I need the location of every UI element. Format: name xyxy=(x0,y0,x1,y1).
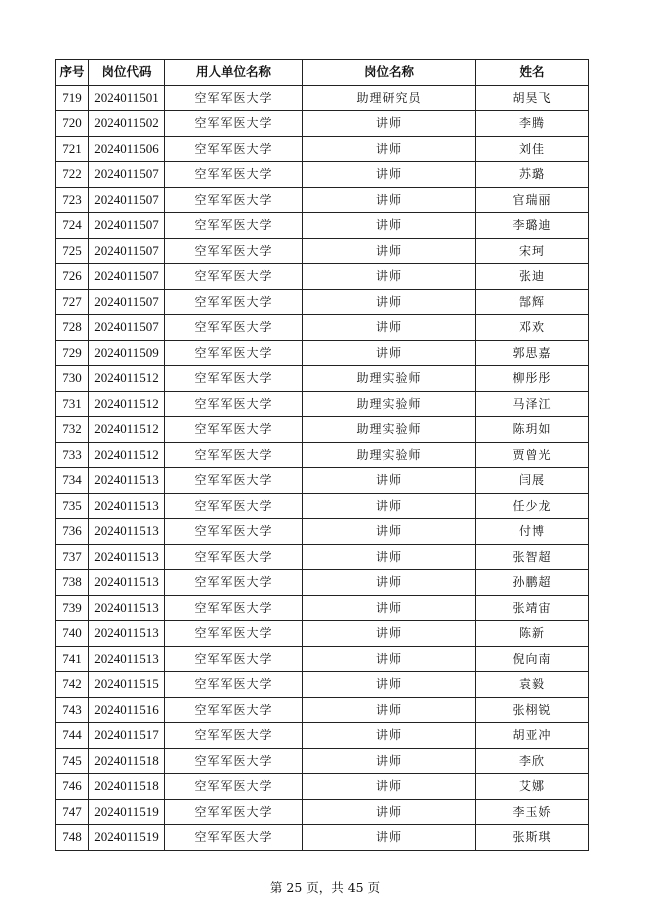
cell-post-name: 讲师 xyxy=(303,723,476,749)
cell-post-code: 2024011513 xyxy=(89,621,165,647)
table-row xyxy=(56,672,589,698)
cell-post-code: 2024011507 xyxy=(89,162,165,188)
cell-seq: 747 xyxy=(56,799,89,825)
cell-seq: 742 xyxy=(56,672,89,698)
cell-post-name: 讲师 xyxy=(303,162,476,188)
cell-employer: 空军军医大学 xyxy=(165,442,303,468)
cell-post-name: 讲师 xyxy=(303,238,476,264)
cell-post-code: 2024011513 xyxy=(89,544,165,570)
cell-seq: 727 xyxy=(56,289,89,315)
cell-seq: 729 xyxy=(56,340,89,366)
table-row xyxy=(56,238,589,264)
table-row xyxy=(56,340,589,366)
cell-person-name: 张栩锐 xyxy=(476,697,589,723)
table-row xyxy=(56,417,589,443)
cell-seq: 732 xyxy=(56,417,89,443)
cell-seq: 746 xyxy=(56,774,89,800)
table-header-row xyxy=(56,60,589,86)
cell-employer: 空军军医大学 xyxy=(165,213,303,239)
cell-person-name: 马泽江 xyxy=(476,391,589,417)
cell-employer: 空军军医大学 xyxy=(165,162,303,188)
cell-post-name: 讲师 xyxy=(303,136,476,162)
table-row xyxy=(56,595,589,621)
cell-seq: 725 xyxy=(56,238,89,264)
cell-post-code: 2024011507 xyxy=(89,264,165,290)
table-row xyxy=(56,111,589,137)
cell-post-name: 讲师 xyxy=(303,672,476,698)
cell-post-code: 2024011512 xyxy=(89,391,165,417)
cell-seq: 744 xyxy=(56,723,89,749)
cell-post-name: 讲师 xyxy=(303,748,476,774)
cell-post-name: 讲师 xyxy=(303,289,476,315)
table-row xyxy=(56,544,589,570)
cell-seq: 734 xyxy=(56,468,89,494)
cell-post-code: 2024011507 xyxy=(89,213,165,239)
cell-seq: 743 xyxy=(56,697,89,723)
cell-employer: 空军军医大学 xyxy=(165,774,303,800)
cell-employer: 空军军医大学 xyxy=(165,85,303,111)
table-row xyxy=(56,366,589,392)
table-row xyxy=(56,493,589,519)
table-row xyxy=(56,697,589,723)
table-row xyxy=(56,442,589,468)
page-footer: 第 25 页，共 45 页 xyxy=(269,880,381,895)
cell-person-name: 胡昊飞 xyxy=(476,85,589,111)
table-row xyxy=(56,825,589,851)
cell-post-code: 2024011513 xyxy=(89,493,165,519)
header-person-name: 姓名 xyxy=(476,60,589,86)
header-seq: 序号 xyxy=(56,60,89,86)
cell-seq: 724 xyxy=(56,213,89,239)
cell-employer: 空军军医大学 xyxy=(165,289,303,315)
header-post-code: 岗位代码 xyxy=(89,60,165,86)
cell-post-name: 讲师 xyxy=(303,468,476,494)
cell-seq: 737 xyxy=(56,544,89,570)
cell-person-name: 张智超 xyxy=(476,544,589,570)
cell-post-name: 讲师 xyxy=(303,621,476,647)
cell-employer: 空军军医大学 xyxy=(165,519,303,545)
cell-seq: 736 xyxy=(56,519,89,545)
table-row xyxy=(56,162,589,188)
cell-seq: 726 xyxy=(56,264,89,290)
cell-person-name: 刘佳 xyxy=(476,136,589,162)
cell-seq: 728 xyxy=(56,315,89,341)
cell-employer: 空军军医大学 xyxy=(165,799,303,825)
cell-seq: 719 xyxy=(56,85,89,111)
cell-post-name: 讲师 xyxy=(303,595,476,621)
table-row xyxy=(56,391,589,417)
cell-post-code: 2024011515 xyxy=(89,672,165,698)
cell-person-name: 张斯琪 xyxy=(476,825,589,851)
cell-person-name: 付博 xyxy=(476,519,589,545)
cell-seq: 745 xyxy=(56,748,89,774)
cell-post-name: 讲师 xyxy=(303,774,476,800)
cell-seq: 721 xyxy=(56,136,89,162)
cell-employer: 空军军医大学 xyxy=(165,825,303,851)
cell-employer: 空军军医大学 xyxy=(165,468,303,494)
cell-person-name: 袁毅 xyxy=(476,672,589,698)
cell-post-name: 讲师 xyxy=(303,340,476,366)
cell-post-code: 2024011517 xyxy=(89,723,165,749)
cell-person-name: 李腾 xyxy=(476,111,589,137)
cell-post-name: 讲师 xyxy=(303,187,476,213)
cell-seq: 735 xyxy=(56,493,89,519)
cell-person-name: 张迪 xyxy=(476,264,589,290)
cell-post-code: 2024011507 xyxy=(89,315,165,341)
cell-person-name: 李玉娇 xyxy=(476,799,589,825)
cell-seq: 738 xyxy=(56,570,89,596)
cell-employer: 空军军医大学 xyxy=(165,340,303,366)
table-row xyxy=(56,213,589,239)
cell-post-name: 助理实验师 xyxy=(303,366,476,392)
cell-post-code: 2024011506 xyxy=(89,136,165,162)
cell-post-name: 助理实验师 xyxy=(303,417,476,443)
cell-post-name: 助理实验师 xyxy=(303,442,476,468)
cell-post-code: 2024011518 xyxy=(89,748,165,774)
cell-person-name: 艾娜 xyxy=(476,774,589,800)
table-row xyxy=(56,570,589,596)
cell-post-code: 2024011518 xyxy=(89,774,165,800)
cell-employer: 空军军医大学 xyxy=(165,187,303,213)
cell-person-name: 贾曾光 xyxy=(476,442,589,468)
table-row xyxy=(56,723,589,749)
cell-post-code: 2024011513 xyxy=(89,595,165,621)
cell-seq: 748 xyxy=(56,825,89,851)
cell-employer: 空军军医大学 xyxy=(165,111,303,137)
cell-post-code: 2024011513 xyxy=(89,519,165,545)
cell-post-code: 2024011507 xyxy=(89,289,165,315)
table-row xyxy=(56,646,589,672)
table-row xyxy=(56,799,589,825)
cell-employer: 空军军医大学 xyxy=(165,315,303,341)
cell-seq: 722 xyxy=(56,162,89,188)
cell-person-name: 李璐迪 xyxy=(476,213,589,239)
cell-seq: 733 xyxy=(56,442,89,468)
cell-post-code: 2024011513 xyxy=(89,468,165,494)
cell-post-name: 讲师 xyxy=(303,799,476,825)
cell-employer: 空军军医大学 xyxy=(165,544,303,570)
cell-employer: 空军军医大学 xyxy=(165,570,303,596)
cell-employer: 空军军医大学 xyxy=(165,723,303,749)
header-post-name: 岗位名称 xyxy=(303,60,476,86)
cell-post-code: 2024011507 xyxy=(89,238,165,264)
cell-employer: 空军军医大学 xyxy=(165,391,303,417)
cell-person-name: 李欣 xyxy=(476,748,589,774)
cell-post-name: 讲师 xyxy=(303,111,476,137)
header-employer: 用人单位名称 xyxy=(165,60,303,86)
cell-post-name: 讲师 xyxy=(303,213,476,239)
cell-person-name: 苏璐 xyxy=(476,162,589,188)
cell-post-name: 助理实验师 xyxy=(303,391,476,417)
cell-employer: 空军军医大学 xyxy=(165,748,303,774)
table-row xyxy=(56,85,589,111)
cell-employer: 空军军医大学 xyxy=(165,493,303,519)
cell-person-name: 官瑞丽 xyxy=(476,187,589,213)
cell-person-name: 陈新 xyxy=(476,621,589,647)
cell-person-name: 倪向南 xyxy=(476,646,589,672)
cell-person-name: 胡亚冲 xyxy=(476,723,589,749)
cell-post-name: 讲师 xyxy=(303,697,476,723)
cell-employer: 空军军医大学 xyxy=(165,417,303,443)
cell-post-code: 2024011513 xyxy=(89,646,165,672)
cell-employer: 空军军医大学 xyxy=(165,697,303,723)
cell-post-name: 讲师 xyxy=(303,315,476,341)
cell-seq: 740 xyxy=(56,621,89,647)
cell-post-name: 讲师 xyxy=(303,570,476,596)
table-row xyxy=(56,621,589,647)
cell-post-code: 2024011512 xyxy=(89,417,165,443)
cell-employer: 空军军医大学 xyxy=(165,238,303,264)
table-row xyxy=(56,774,589,800)
cell-person-name: 郭思嘉 xyxy=(476,340,589,366)
cell-post-code: 2024011512 xyxy=(89,442,165,468)
cell-post-code: 2024011507 xyxy=(89,187,165,213)
cell-person-name: 孙鹏超 xyxy=(476,570,589,596)
cell-employer: 空军军医大学 xyxy=(165,595,303,621)
table-row xyxy=(56,264,589,290)
cell-employer: 空军军医大学 xyxy=(165,264,303,290)
table-row xyxy=(56,519,589,545)
cell-employer: 空军军医大学 xyxy=(165,366,303,392)
cell-person-name: 陈玥如 xyxy=(476,417,589,443)
cell-person-name: 张靖宙 xyxy=(476,595,589,621)
cell-person-name: 闫展 xyxy=(476,468,589,494)
cell-post-code: 2024011516 xyxy=(89,697,165,723)
table-row xyxy=(56,468,589,494)
cell-post-name: 讲师 xyxy=(303,519,476,545)
results-table xyxy=(55,59,589,851)
table-row xyxy=(56,136,589,162)
cell-post-name: 讲师 xyxy=(303,825,476,851)
cell-person-name: 邓欢 xyxy=(476,315,589,341)
cell-person-name: 郜辉 xyxy=(476,289,589,315)
cell-seq: 739 xyxy=(56,595,89,621)
cell-seq: 741 xyxy=(56,646,89,672)
cell-seq: 731 xyxy=(56,391,89,417)
cell-person-name: 柳彤彤 xyxy=(476,366,589,392)
cell-post-code: 2024011513 xyxy=(89,570,165,596)
cell-post-name: 讲师 xyxy=(303,544,476,570)
cell-seq: 723 xyxy=(56,187,89,213)
cell-post-name: 讲师 xyxy=(303,493,476,519)
cell-post-code: 2024011519 xyxy=(89,799,165,825)
cell-seq: 720 xyxy=(56,111,89,137)
table-row xyxy=(56,748,589,774)
cell-employer: 空军军医大学 xyxy=(165,136,303,162)
table-row xyxy=(56,289,589,315)
cell-post-code: 2024011519 xyxy=(89,825,165,851)
table-row xyxy=(56,315,589,341)
cell-employer: 空军军医大学 xyxy=(165,646,303,672)
table-row xyxy=(56,187,589,213)
cell-person-name: 宋珂 xyxy=(476,238,589,264)
cell-employer: 空军军医大学 xyxy=(165,621,303,647)
cell-post-code: 2024011501 xyxy=(89,85,165,111)
cell-post-name: 讲师 xyxy=(303,646,476,672)
cell-seq: 730 xyxy=(56,366,89,392)
cell-employer: 空军军医大学 xyxy=(165,672,303,698)
cell-post-code: 2024011502 xyxy=(89,111,165,137)
cell-post-name: 讲师 xyxy=(303,264,476,290)
cell-post-code: 2024011509 xyxy=(89,340,165,366)
cell-post-code: 2024011512 xyxy=(89,366,165,392)
cell-post-name: 助理研究员 xyxy=(303,85,476,111)
cell-person-name: 任少龙 xyxy=(476,493,589,519)
